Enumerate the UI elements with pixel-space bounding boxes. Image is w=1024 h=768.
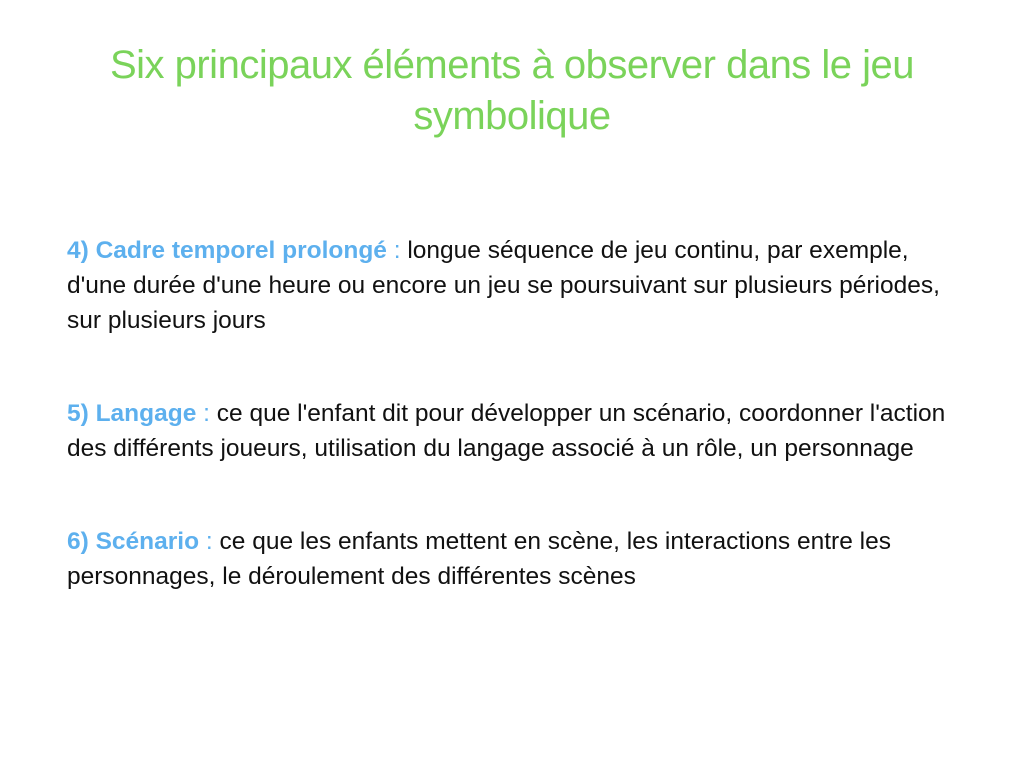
item-langage <box>67 396 967 466</box>
item-separator: : <box>199 528 213 555</box>
item-heading: 5) Langage <box>67 400 197 427</box>
item-heading: 4) Cadre temporel prolongé <box>67 237 387 264</box>
item-separator: : <box>386 237 401 264</box>
item-text: longue séquence de jeu continu, par exemple, d'une durée d'une heure ou encore un jeu se poursuivant sur plusieurs périodes, sur plusieurs jours <box>67 237 940 334</box>
item-cadre-temporel <box>67 233 967 338</box>
item-separator: : <box>196 400 210 427</box>
item-scenario <box>67 524 967 594</box>
slide-body <box>67 233 967 594</box>
item-text: ce que l'enfant dit pour développer un scénario, coordonner l'action des différents joueurs, utilisation du langage associé à un rôle, un personnage <box>67 400 946 462</box>
slide-title: Six principaux éléments à observer dans le jeu symbolique <box>109 43 915 138</box>
item-text: ce que les enfants mettent en scène, les interactions entre les personnages, le déroulement des différentes scènes <box>67 528 891 590</box>
item-heading: 6) Scénario <box>67 528 200 555</box>
